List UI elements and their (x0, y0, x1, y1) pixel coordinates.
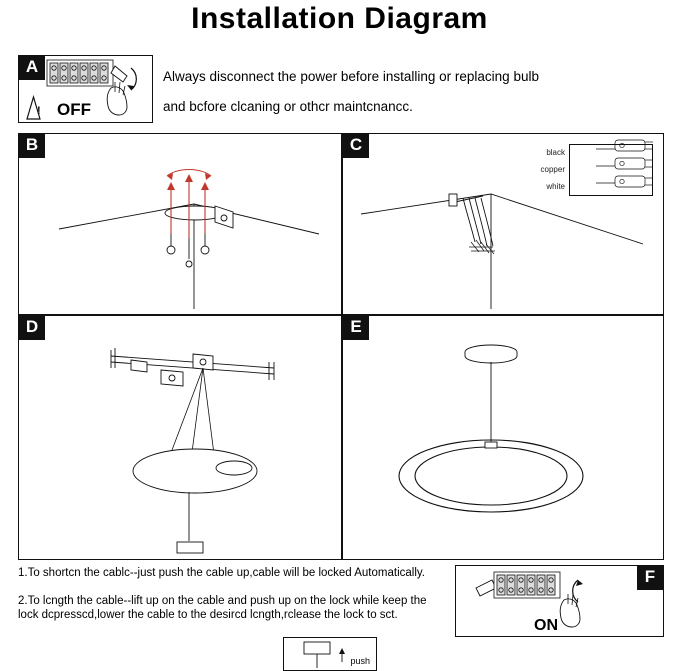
instruction-line-2: 2.To lcngth the cable--lift up on the cable and push up on the lock while keep the lock dcpresscd,lower the cable to the desircd lcngth,rclease the lock to sct. (18, 595, 427, 621)
panel-d-tag: D (19, 316, 45, 340)
panel-c (342, 133, 664, 315)
panel-c-tag: C (343, 134, 369, 158)
panel-b (18, 133, 342, 315)
panel-f (455, 565, 664, 637)
panel-b-illustration (19, 134, 340, 313)
panel-b-tag: B (19, 134, 45, 158)
panel-a-tag: A (19, 56, 45, 80)
wire-label-black: black (546, 148, 565, 157)
panel-a-note (163, 62, 663, 122)
panel-f-illustration (456, 566, 662, 635)
wire-label-white: white (546, 182, 565, 191)
push-detail-box (283, 637, 377, 671)
panel-a (18, 55, 153, 123)
note-line-2: and bcfore clcaning or othcr maintcnancc. (163, 99, 413, 114)
panel-e-tag: E (343, 316, 369, 340)
instruction-line-1: 1.To shortcn the cablc--just push the cable up,cable will be locked Automatically. (18, 567, 425, 579)
wire-connector-box (569, 144, 653, 196)
panel-d (18, 315, 342, 560)
note-line-1: Always disconnect the power before installing or replacing bulb (163, 69, 539, 84)
panel-e (342, 315, 664, 560)
panel-d-illustration (19, 316, 340, 558)
panel-e-illustration (343, 316, 662, 558)
power-off-label: OFF (57, 100, 91, 119)
panel-f-tag: F (637, 566, 663, 590)
power-on-label: ON (534, 617, 558, 634)
wire-label-copper: copper (540, 165, 565, 174)
wire-labels (505, 144, 565, 195)
page-title: Installation Diagram (191, 2, 488, 35)
instructions-block (18, 566, 448, 636)
push-label: push (350, 656, 370, 666)
